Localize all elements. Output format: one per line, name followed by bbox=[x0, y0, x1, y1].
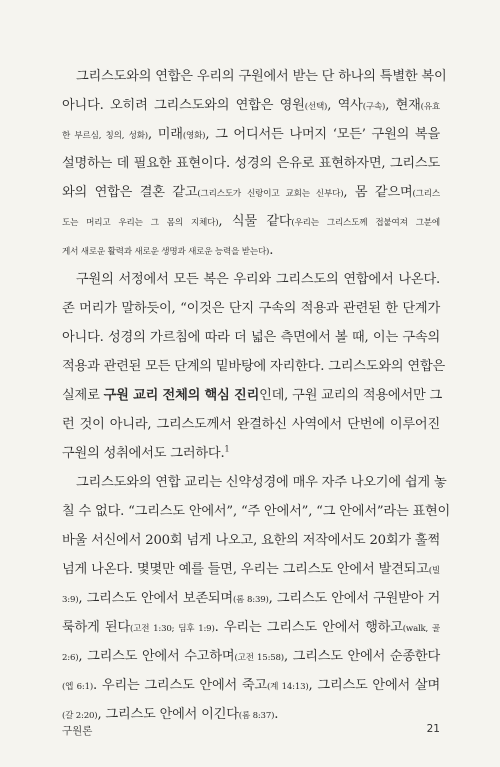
text-line bbox=[62, 671, 440, 700]
text-segment: , 그리스도 안에서 이긴다 bbox=[97, 707, 239, 722]
text-segment: 구원의 서정에서 모든 복은 우리와 그리스도의 연합에서 나온다. bbox=[76, 272, 440, 287]
text-line bbox=[62, 439, 440, 468]
text-segment: 그리스도와의 연합 교리는 신약성경에 매우 자주 나오기에 쉽게 놓 bbox=[76, 475, 447, 490]
inline-note: (빌 bbox=[428, 566, 440, 576]
text-line bbox=[62, 294, 440, 323]
inline-note: (고전 15:58) bbox=[234, 653, 284, 663]
text-segment: 인데, 구원 교리의 적용에서만 그 bbox=[259, 388, 443, 403]
text-segment: . 우리는 그리스도 안에서 행하고 bbox=[214, 620, 403, 635]
text-segment: 넘게 나온다. 몇몇만 예를 들면, 우리는 그리스도 안에서 발견되고 bbox=[62, 562, 429, 577]
text-segment: , 그리스도 안에서 살며 bbox=[308, 678, 440, 693]
inline-note: 게서 새로운 활력과 새로운 생명과 새로운 능력을 받는다) bbox=[62, 247, 270, 257]
text-segment: , 몸 같으며 bbox=[343, 185, 413, 200]
inline-note: 도는 머리고 우리는 그 몸의 지체다) bbox=[62, 218, 219, 228]
inline-note: (우리는 그리스도께 접붙여져 그분에 bbox=[291, 218, 440, 228]
text-line bbox=[62, 120, 440, 149]
inline-note: (유효 bbox=[420, 102, 441, 112]
text-line bbox=[62, 91, 440, 120]
text-segment: 아니다. 성경의 가르침에 따라 더 넓은 측면에서 볼 때, 이는 구속의 bbox=[62, 330, 440, 345]
text-line bbox=[62, 178, 440, 207]
text-line bbox=[62, 468, 447, 497]
text-line bbox=[62, 323, 440, 352]
text-segment: 아니다. 오히려 그리스도와의 연합은 영원 bbox=[62, 98, 305, 113]
text-segment: 칠 수 없다. “그리스도 안에서”, “주 안에서”, “그 안에서”라는 표현이 bbox=[62, 504, 451, 519]
text-segment: , 그 어디서든 나머지 ‘모든’ 구원의 복을 bbox=[205, 127, 441, 142]
inline-note: (영화) bbox=[182, 131, 206, 141]
inline-note: 3:9) bbox=[62, 595, 79, 605]
inline-note: (엡 6:1) bbox=[62, 682, 94, 692]
text-segment: 런 것이 아니라, 그리스도께서 완결하신 사역에서 단번에 이루어진 bbox=[62, 417, 440, 432]
text-line bbox=[62, 497, 451, 526]
text-segment: 존 머리가 말하듯이, “이것은 단지 구속의 적용과 관련된 한 단계가 bbox=[62, 301, 440, 316]
text-segment: 룩하게 된다 bbox=[62, 620, 130, 635]
inline-note: (갈 2:20) bbox=[62, 711, 98, 721]
emphasis-text: 구원 교리 전체의 핵심 진리 bbox=[103, 388, 260, 403]
text-segment: 구원의 성취에서도 그러하다. bbox=[62, 446, 225, 461]
inline-note: 한 부르심, 칭의, 성화) bbox=[62, 131, 148, 141]
text-segment: , 그리스도 안에서 순종한다 bbox=[283, 649, 441, 664]
text-line bbox=[62, 613, 440, 642]
text-segment: , 식물 같다 bbox=[218, 214, 292, 229]
text-line bbox=[62, 236, 440, 265]
inline-note: (그리스 bbox=[412, 189, 440, 199]
text-line bbox=[62, 381, 443, 410]
text-segment: 와의 연합은 결혼 같고 bbox=[62, 185, 198, 200]
text-segment: 설명하는 데 필요한 표현이다. 성경의 은유로 표현하자면, 그리스도 bbox=[62, 156, 440, 171]
text-segment: , 현재 bbox=[385, 98, 421, 113]
inline-note: (롬 8:37) bbox=[238, 711, 275, 721]
page-number: 21 bbox=[426, 723, 440, 735]
text-line bbox=[62, 149, 440, 178]
text-segment: , 미래 bbox=[147, 127, 183, 142]
text-segment: , 그리스도 안에서 보존되며 bbox=[78, 591, 233, 606]
inline-note: (walk, 골 bbox=[402, 624, 441, 634]
text-segment: 적용과 관련된 모든 단계의 밑바탕에 자리한다. 그리스도와의 연합은 bbox=[62, 359, 446, 374]
inline-note: (그리스도가 신랑이고 교회는 신부다) bbox=[197, 189, 344, 199]
inline-note: (구속) bbox=[362, 102, 386, 112]
text-segment: , 역사 bbox=[327, 98, 363, 113]
inline-note: (선택) bbox=[304, 102, 328, 112]
text-segment: 바울 서신에서 200회 넘게 나오고, 요한의 저작에서도 20회가 훌쩍 bbox=[62, 533, 440, 548]
text-line bbox=[62, 584, 440, 613]
text-line bbox=[62, 410, 440, 439]
inline-note: 2:6) bbox=[62, 653, 79, 663]
inline-note: (롬 8:39) bbox=[232, 595, 269, 605]
text-line bbox=[62, 265, 440, 294]
running-title: 구원론 bbox=[62, 725, 93, 737]
text-segment: . 우리는 그리스도 안에서 죽고 bbox=[93, 678, 267, 693]
footnote-marker: 1 bbox=[224, 444, 230, 454]
text-segment: 그리스도와의 연합은 우리의 구원에서 받는 단 하나의 특별한 복이 bbox=[76, 69, 447, 84]
text-line bbox=[62, 62, 447, 91]
text-segment: . bbox=[269, 243, 274, 258]
text-line bbox=[62, 526, 440, 555]
inline-note: (계 14:13) bbox=[266, 682, 309, 692]
text-segment: , 그리스도 안에서 수고하며 bbox=[78, 649, 235, 664]
text-segment: , 그리스도 안에서 구원받아 거 bbox=[268, 591, 440, 606]
text-segment: . bbox=[274, 707, 279, 722]
body-text bbox=[62, 62, 451, 729]
text-line bbox=[62, 642, 440, 671]
inline-note: (고전 1:30; 딤후 1:9) bbox=[129, 624, 215, 634]
page-footer bbox=[62, 723, 440, 738]
text-segment: 실제로 bbox=[62, 388, 104, 403]
text-line bbox=[62, 555, 440, 584]
text-line bbox=[62, 352, 446, 381]
text-line bbox=[62, 207, 440, 236]
